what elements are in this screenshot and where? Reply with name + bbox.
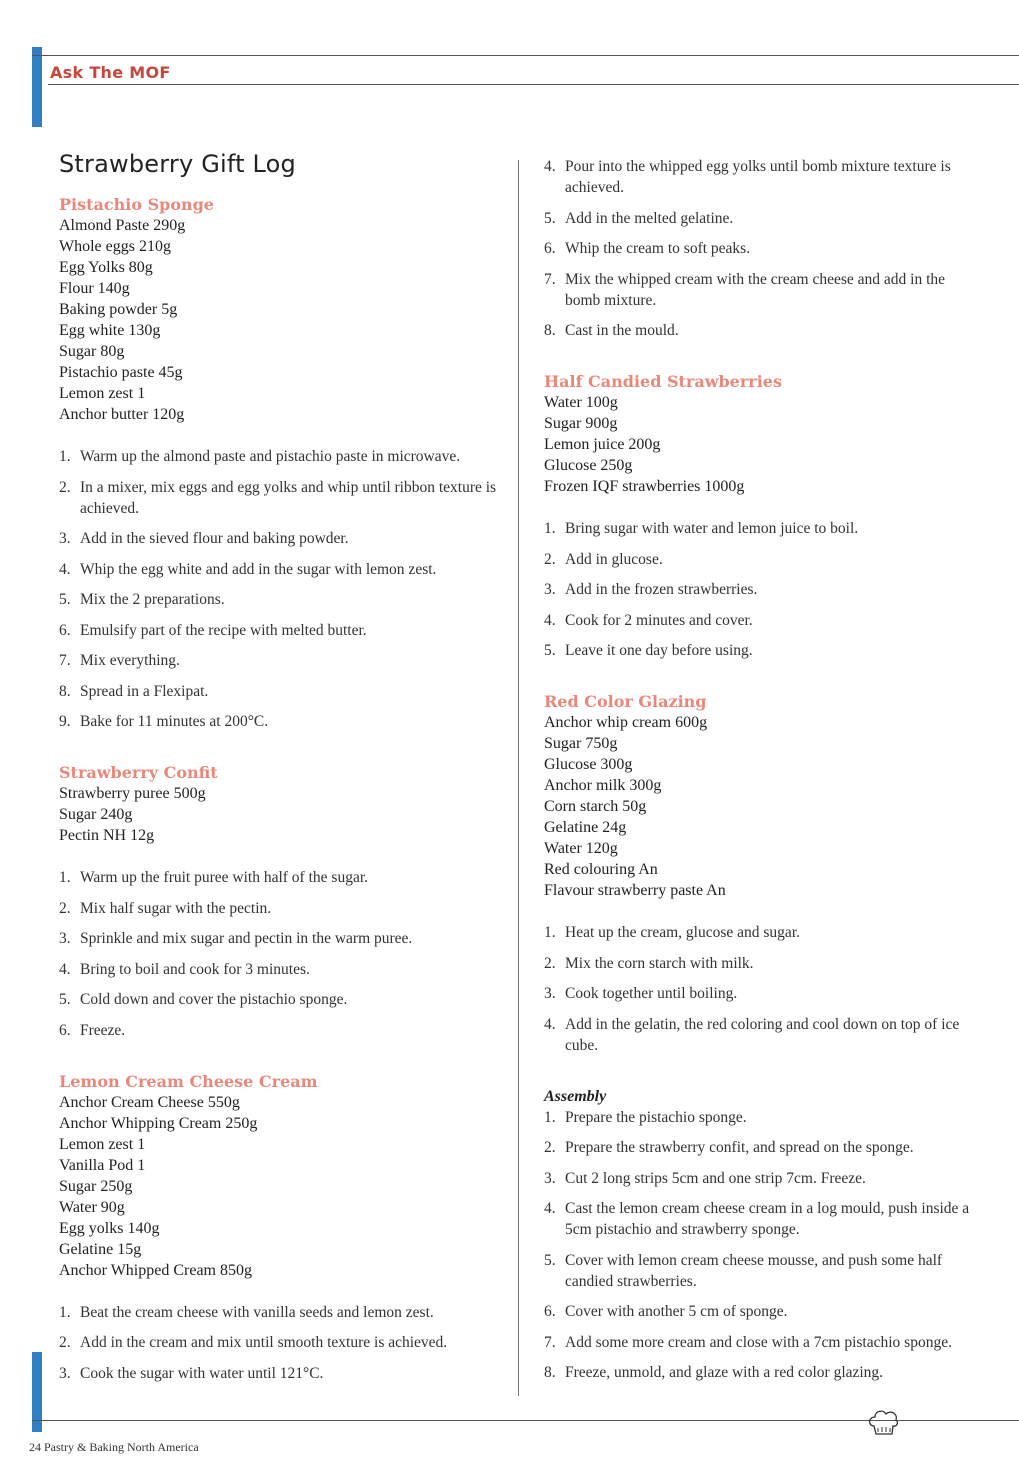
section-label: Ask The MOF — [50, 63, 171, 82]
step-text: Mix the 2 preparations. — [80, 591, 225, 608]
step-item — [544, 1107, 984, 1128]
ingredient-item: Lemon zest 1 — [59, 385, 146, 402]
step-item — [59, 1020, 507, 1041]
step-text: Mix everything. — [80, 652, 180, 669]
step-item — [59, 528, 507, 549]
assembly-title: Assembly — [544, 1087, 607, 1105]
step-number: 1. — [59, 1303, 71, 1321]
step-text: Add in the sieved flour and baking powder. — [80, 530, 349, 547]
step-text: Cold down and cover the pistachio sponge. — [80, 991, 348, 1008]
ingredient-item: Corn starch 50g — [544, 798, 647, 815]
step-text: Freeze, unmold, and glaze with a red color glazing. — [565, 1364, 884, 1381]
step-item — [544, 1362, 984, 1383]
step-text: Bring sugar with water and lemon juice to boil. — [565, 520, 859, 537]
step-number: 7. — [544, 270, 556, 288]
continued-steps-list — [544, 156, 984, 341]
recipe-title: Red Color Glazing — [544, 692, 707, 711]
step-item — [59, 959, 507, 980]
ingredient-item: Sugar 900g — [544, 415, 618, 432]
frame-accent-top — [32, 47, 42, 127]
recipe-block — [544, 691, 984, 1056]
step-text: Add some more cream and close with a 7cm pistachio sponge. — [565, 1333, 952, 1351]
ingredient-list — [59, 1092, 507, 1281]
recipe-block — [59, 194, 507, 732]
step-number: 1. — [544, 520, 556, 537]
step-text: Add in glucose. — [565, 550, 663, 568]
ingredient-item: Sugar 250g — [59, 1177, 133, 1195]
ingredient-item: Sugar 750g — [544, 735, 618, 752]
ingredient-item: Red colouring An — [544, 861, 658, 878]
step-text: Whip the cream to soft peaks. — [565, 240, 751, 257]
step-number: 5. — [544, 209, 556, 227]
column-divider — [518, 160, 519, 1396]
ingredient-item: Anchor Cream Cheese 550g — [59, 1093, 240, 1111]
ingredient-item: Anchor milk 300g — [544, 777, 662, 794]
step-item — [544, 1168, 984, 1189]
step-number: 2. — [59, 1334, 71, 1351]
step-item — [59, 898, 507, 919]
step-item — [59, 650, 507, 671]
step-number: 3. — [544, 581, 556, 598]
ingredient-item: Water 100g — [544, 394, 618, 411]
step-text: Cook for 2 minutes and cover. — [565, 611, 753, 629]
step-number: 6. — [544, 240, 556, 257]
method-steps — [544, 518, 984, 661]
step-item — [544, 922, 984, 943]
step-number: 4. — [544, 611, 556, 629]
step-number: 1. — [544, 1108, 556, 1126]
ingredient-list — [59, 215, 507, 425]
ingredient-item: Baking powder 5g — [59, 301, 178, 318]
footer-page-info: 24 Pastry & Baking North America — [29, 1440, 199, 1454]
step-number: 2. — [59, 899, 71, 917]
step-item — [544, 579, 984, 600]
step-text: Mix half sugar with the pectin. — [80, 899, 272, 917]
step-number: 8. — [544, 322, 556, 339]
step-text: Whip the egg white and add in the sugar with lemon zest. — [80, 560, 437, 578]
method-steps — [59, 867, 507, 1041]
step-number: 8. — [544, 1364, 556, 1381]
step-text: Add in the cream and mix until smooth texture is achieved. — [80, 1334, 448, 1351]
ingredient-item: Flour 140g — [59, 280, 130, 297]
ingredient-item: Lemon juice 200g — [544, 436, 661, 453]
step-item — [544, 1250, 984, 1292]
step-number: 2. — [544, 550, 556, 568]
step-text: Bake for 11 minutes at 200°C. — [80, 713, 269, 730]
ingredient-item: Egg yolks 140g — [59, 1219, 160, 1237]
step-number: 4. — [59, 560, 71, 578]
step-number: 6. — [59, 1021, 71, 1039]
step-item — [544, 156, 984, 198]
step-number: 2. — [544, 954, 556, 972]
ingredient-item: Gelatine 24g — [544, 819, 627, 836]
step-number: 3. — [544, 985, 556, 1002]
left-recipes — [59, 194, 507, 1384]
step-item — [544, 1332, 984, 1353]
step-number: 5. — [59, 591, 71, 608]
step-text: Heat up the cream, glucose and sugar. — [565, 924, 800, 941]
chef-hat-icon — [866, 1408, 900, 1438]
ingredient-item: Gelatine 15g — [59, 1240, 142, 1258]
ingredient-item: Pistachio paste 45g — [59, 364, 183, 381]
ingredient-item: Egg white 130g — [59, 322, 161, 339]
step-text: Warm up the fruit puree with half of the sugar. — [80, 869, 368, 886]
step-number: 2. — [544, 1139, 556, 1156]
method-steps — [59, 446, 507, 732]
ingredient-item: Whole eggs 210g — [59, 238, 171, 255]
step-text: Add in the melted gelatine. — [565, 209, 734, 227]
recipe-block — [59, 1071, 507, 1384]
step-item — [59, 681, 507, 702]
ingredient-item: Anchor Whipped Cream 850g — [59, 1261, 252, 1279]
ingredient-item: Anchor butter 120g — [59, 406, 185, 423]
step-text: Cover with lemon cream cheese mousse, and push some half candied strawberries. — [565, 1251, 943, 1290]
step-text: Add in the frozen strawberries. — [565, 581, 758, 598]
method-steps — [544, 922, 984, 1056]
step-number: 3. — [59, 1364, 71, 1382]
step-text: Leave it one day before using. — [565, 642, 753, 659]
ingredient-item: Glucose 250g — [544, 457, 633, 474]
step-number: 5. — [59, 991, 71, 1008]
step-item — [544, 269, 984, 311]
recipe-block — [544, 371, 984, 661]
step-number: 6. — [59, 621, 71, 639]
step-text: Prepare the pistachio sponge. — [565, 1108, 747, 1126]
ingredient-item: Strawberry puree 500g — [59, 785, 206, 802]
ingredient-item: Vanilla Pod 1 — [59, 1156, 146, 1174]
step-text: Prepare the strawberry confit, and spread on the sponge. — [565, 1139, 914, 1156]
step-text: Emulsify part of the recipe with melted butter. — [80, 621, 367, 639]
step-text: Cast the lemon cream cheese cream in a log mould, push inside a 5cm pistachio and strawberry sponge. — [565, 1200, 970, 1238]
step-text: Spread in a Flexipat. — [80, 682, 209, 700]
frame-rule-top — [32, 55, 1019, 56]
ingredient-item: Pectin NH 12g — [59, 827, 155, 844]
step-text: Cover with another 5 cm of sponge. — [565, 1303, 788, 1320]
step-item — [544, 549, 984, 570]
page-title: Strawberry Gift Log — [59, 150, 296, 178]
step-item — [59, 620, 507, 641]
step-number: 5. — [544, 1251, 556, 1269]
step-number: 7. — [59, 652, 71, 669]
ingredient-item: Flavour strawberry paste An — [544, 882, 726, 899]
step-number: 1. — [544, 924, 556, 941]
step-number: 3. — [59, 930, 71, 947]
step-text: Bring to boil and cook for 3 minutes. — [80, 960, 310, 978]
step-text: Beat the cream cheese with vanilla seeds and lemon zest. — [80, 1303, 434, 1321]
recipe-title: Strawberry Confit — [59, 763, 218, 782]
step-text: Warm up the almond paste and pistachio paste in microwave. — [80, 448, 461, 465]
step-item — [59, 711, 507, 732]
step-item — [59, 1332, 507, 1353]
ingredient-item: Almond Paste 290g — [59, 217, 186, 234]
ingredient-list — [544, 392, 984, 497]
step-item — [544, 1301, 984, 1322]
step-number: 4. — [59, 960, 71, 978]
step-number: 2. — [59, 478, 71, 496]
ingredient-list — [544, 712, 984, 901]
step-text: Cook together until boiling. — [565, 985, 738, 1002]
step-item — [59, 867, 507, 888]
step-text: Mix the whipped cream with the cream cheese and add in the bomb mixture. — [565, 270, 946, 309]
step-item — [59, 589, 507, 610]
recipe-title: Pistachio Sponge — [59, 195, 214, 214]
ingredient-item: Frozen IQF strawberries 1000g — [544, 478, 745, 495]
ingredient-item: Anchor Whipping Cream 250g — [59, 1114, 258, 1132]
step-item — [59, 477, 507, 519]
ingredient-item: Sugar 80g — [59, 343, 125, 360]
step-item — [544, 610, 984, 631]
step-number: 1. — [59, 448, 71, 465]
step-item — [59, 446, 507, 467]
step-item — [544, 1137, 984, 1158]
step-item — [544, 320, 984, 341]
step-text: Cast in the mould. — [565, 322, 679, 339]
ingredient-item: Glucose 300g — [544, 756, 633, 773]
ingredient-item: Water 120g — [544, 840, 618, 857]
step-number: 9. — [59, 713, 71, 730]
step-number: 5. — [544, 642, 556, 659]
ingredient-list — [59, 783, 507, 846]
recipe-title: Lemon Cream Cheese Cream — [59, 1071, 318, 1091]
step-number: 7. — [544, 1333, 556, 1351]
step-item — [544, 238, 984, 259]
step-item — [544, 983, 984, 1004]
assembly-steps-list — [544, 1107, 984, 1384]
right-column — [544, 156, 984, 1393]
step-text: Cook the sugar with water until 121°C. — [80, 1364, 324, 1382]
step-item — [59, 559, 507, 580]
step-text: Sprinkle and mix sugar and pectin in the warm puree. — [80, 930, 413, 947]
ingredient-item: Water 90g — [59, 1198, 125, 1216]
assembly-section — [544, 1086, 984, 1384]
step-text: Cut 2 long strips 5cm and one strip 7cm. Freeze. — [565, 1169, 866, 1187]
step-number: 8. — [59, 682, 71, 700]
step-text: Mix the corn starch with milk. — [565, 954, 754, 972]
step-item — [544, 208, 984, 229]
ingredient-item: Lemon zest 1 — [59, 1135, 146, 1153]
step-text: Add in the gelatin, the red coloring and cool down on top of ice cube. — [565, 1015, 960, 1054]
recipe-block — [59, 762, 507, 1041]
step-item — [59, 989, 507, 1010]
step-number: 4. — [544, 1015, 556, 1033]
ingredient-item: Egg Yolks 80g — [59, 259, 153, 276]
step-item — [59, 1302, 507, 1323]
ingredient-item: Sugar 240g — [59, 806, 133, 823]
left-column — [59, 150, 507, 1393]
method-steps — [59, 1302, 507, 1384]
step-item — [544, 1198, 984, 1240]
step-number: 4. — [544, 158, 556, 175]
header-rule — [48, 84, 1019, 85]
step-item — [59, 1363, 507, 1384]
step-number: 6. — [544, 1303, 556, 1320]
step-text: Pour into the whipped egg yolks until bomb mixture texture is achieved. — [565, 158, 951, 196]
step-item — [544, 518, 984, 539]
ingredient-item: Anchor whip cream 600g — [544, 714, 708, 731]
recipe-title: Half Candied Strawberries — [544, 372, 782, 391]
step-number: 4. — [544, 1200, 556, 1217]
step-item — [544, 953, 984, 974]
right-recipes — [544, 371, 984, 1056]
step-text: Freeze. — [80, 1021, 126, 1039]
step-item — [544, 640, 984, 661]
step-text: In a mixer, mix eggs and egg yolks and whip until ribbon texture is achieved. — [80, 478, 497, 517]
step-item — [59, 928, 507, 949]
step-item — [544, 1014, 984, 1056]
step-number: 3. — [59, 530, 71, 547]
step-number: 3. — [544, 1169, 556, 1187]
step-number: 1. — [59, 869, 71, 886]
